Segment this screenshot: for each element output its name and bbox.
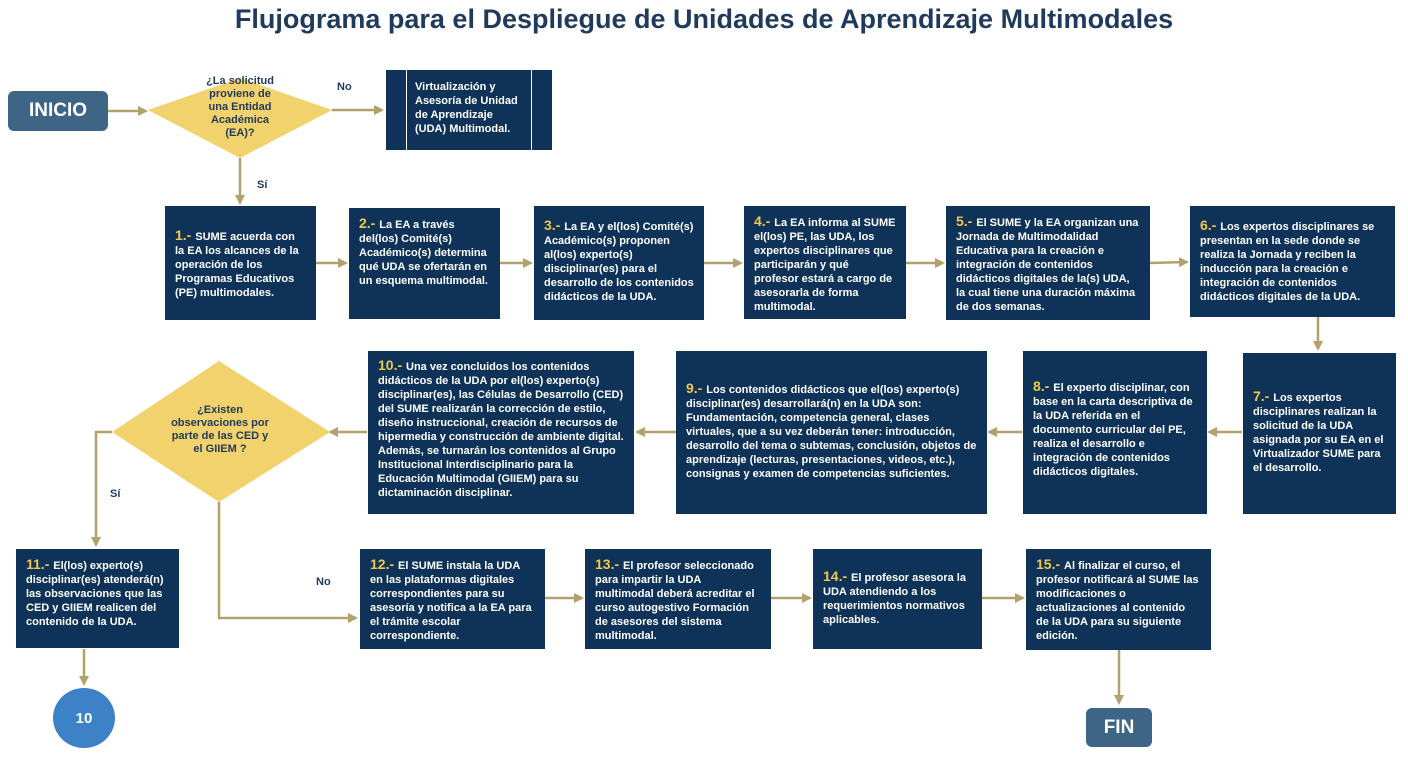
step-text: Una vez concluidos los contenidos didácticos de la UDA por el(los) experto(s) disciplinar(es), las Células de Desarrollo (CED) del SUME realizarán la corrección de estilo, diseño instruccional, creación de recursos de hipermedia y construcción de ambiente digital. Además, se turnarán los contenidos al Grupo Institucional Interdisciplinario para la Educación Multimodal (GIIEM) para su dictaminación disciplinar. (378, 361, 624, 499)
step-7-box (1243, 353, 1396, 514)
step-12-box (360, 549, 545, 649)
decision1-no-label: No (337, 81, 352, 93)
step-11-box (16, 549, 179, 648)
connector-circle: 10 (53, 688, 115, 748)
step-6-box (1190, 206, 1395, 317)
step-9-box (676, 351, 987, 514)
start-node: INICIO (8, 91, 108, 131)
step-number: 14.- (823, 568, 852, 584)
step-text: SUME acuerda con la EA los alcances de la operación de los Programas Educativos (PE) multimodales. (175, 231, 299, 299)
step-number: 5.- (956, 213, 977, 229)
step-3-box (534, 206, 704, 320)
step-number: 6.- (1200, 217, 1221, 233)
step-number: 13.- (595, 556, 624, 572)
virtualization-text: Virtualización y Asesoría de Unidad de Aprendizaje (UDA) Multimodal. (406, 70, 532, 150)
step-number: 3.- (544, 217, 565, 233)
step-text: El SUME y la EA organizan una Jornada de Multimodalidad Educativa para la creación e integración de contenidos didácticos digitales de la(s) UDA, la cual tiene una duración máxima de dos semanas. (956, 217, 1139, 313)
step-1-box (165, 206, 316, 320)
step-number: 7.- (1253, 388, 1274, 404)
decision1-yes-label: Sí (257, 179, 268, 191)
step-text: La EA a través del(los) Comité(s) Académico(s) determina qué UDA se ofertarán en un esquema multimodal. (359, 219, 488, 287)
step-number: 15.- (1036, 556, 1065, 572)
step-text: El profesor seleccionado para impartir la UDA multimodal deberá acreditar el curso autogestivo Formación de asesores del sistema multimodal. (595, 560, 755, 642)
step-number: 11.- (26, 556, 54, 572)
step-number: 12.- (370, 556, 399, 572)
step-number: 4.- (754, 213, 775, 229)
step-4-box (744, 206, 906, 319)
decision2-text: ¿Existen observaciones por parte de las CED y el GIIEM ? (171, 404, 269, 455)
page-title: Flujograma para el Despliegue de Unidades de Aprendizaje Multimodales (234, 4, 1174, 34)
arrow-5-6 (1150, 262, 1187, 263)
end-node: FIN (1086, 708, 1152, 747)
step-number: 10.- (378, 357, 407, 373)
step-number: 2.- (359, 215, 380, 231)
decision1-text: ¿La solicitud proviene de una Entidad Académica (EA)? (206, 75, 274, 139)
step-text: Los contenidos didácticos que el(los) experto(s) disciplinar(es) desarrollará(n) en la UDA son: Fundamentación, competencia general, clases virtuales, que a su vez deberán tener: introducción, desarrollo del tema o subtemas, conclusión, objetos de aprendizaje (lecturas, presentaciones, videos, etc.), consignas y examen de competencias suficientes. (686, 384, 977, 480)
decision2-no-label: No (316, 576, 331, 588)
step-text: El SUME instala la UDA en las plataformas digitales correspondientes para su asesoría y notifica a la EA para el trámite escolar correspondiente. (370, 560, 532, 642)
step-number: 9.- (686, 380, 707, 396)
step-15-box (1026, 549, 1211, 650)
step-text: El profesor asesora la UDA atendiendo a los requerimientos normativos aplicables. (823, 572, 966, 626)
step-text: El experto disciplinar, con base en la carta descriptiva de la UDA referida en el documento curricular del PE, realiza el desarrollo e integración de contenidos didácticos digitales. (1033, 382, 1193, 478)
step-text: Los expertos disciplinares se presentan en la sede donde se realiza la Jornada y reciben la inducción para la creación e integración de contenidos didácticos digitales de la UDA. (1200, 221, 1375, 303)
step-text: Los expertos disciplinares realizan la solicitud de la UDA asignada por su EA en el Virtualizador SUME para el desarrollo. (1253, 392, 1384, 474)
decision2-yes-label: Sí (110, 488, 121, 500)
step-8-box (1023, 351, 1207, 514)
step-text: La EA y el(los) Comité(s) Académico(s) proponen al(los) experto(s) disciplinar(es) para el desarrollo de los contenidos didácticos de la UDA. (544, 221, 694, 303)
virtualization-box (386, 70, 552, 150)
step-13-box (585, 549, 771, 649)
step-14-box (813, 549, 982, 649)
step-number: 8.- (1033, 378, 1054, 394)
step-2-box (349, 208, 500, 319)
step-5-box (946, 206, 1150, 320)
step-text: Al finalizar el curso, el profesor notificará al SUME las modificaciones o actualizaciones al contenido de la UDA para su siguiente edición. (1036, 560, 1199, 642)
step-text: El(los) experto(s) disciplinar(es) atenderá(n) las observaciones que las CED y GIIEM realicen del contenido de la UDA. (26, 560, 164, 628)
arrow-decision2-no (219, 502, 356, 618)
step-number: 1.- (175, 227, 196, 243)
step-10-box (368, 351, 634, 514)
step-text: La EA informa al SUME el(los) PE, las UDA, los expertos disciplinares que participarán y qué profesor estará a cargo de asesorarla de forma multimodal. (754, 217, 896, 313)
